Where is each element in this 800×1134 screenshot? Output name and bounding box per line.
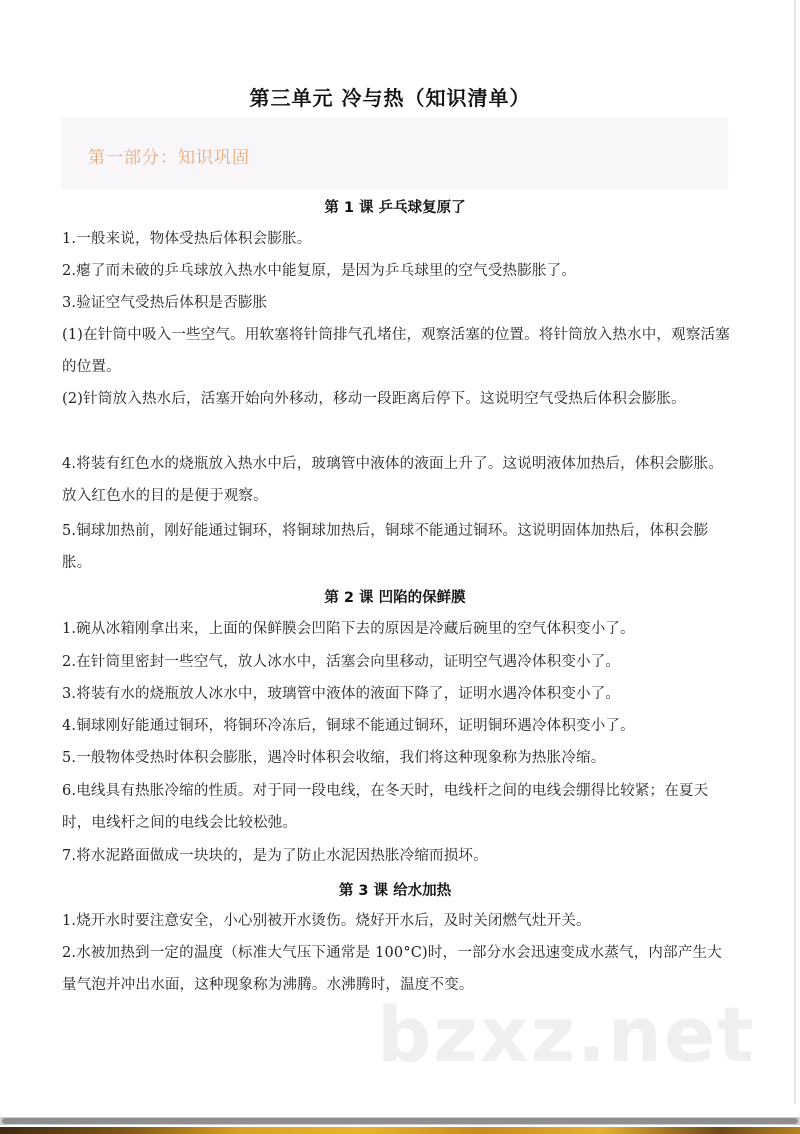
watermark: bzxz.net	[377, 990, 756, 1079]
lesson-1-item-3: 3.验证空气受热后体积是否膨胀	[62, 295, 268, 311]
part-heading: 第一部分：知识巩固	[88, 148, 250, 168]
lesson-2-item-2: 2.在针筒里密封一些空气，放人冰水中，活塞会向里移动，证明空气遇冷体积变小了。	[62, 654, 621, 670]
lesson-1-item-1: 1.一般来说，物体受热后体积会膨胀。	[62, 231, 312, 247]
lesson-2-item-7: 7.将水泥路面做成一块块的，是为了防止水泥因热胀冷缩而损坏。	[62, 848, 488, 864]
horizontal-scrollbar[interactable]	[0, 1117, 800, 1125]
lesson-1-item-4: 4.将装有红色水的烧瓶放入热水中后，玻璃管中液体的液面上升了。这说明液体加热后，体积会膨胀。放入红色水的目的是便于观察。	[62, 456, 724, 504]
lesson-2-item-5: 5.一般物体受热时体积会膨胀，遇冷时体积会收缩，我们将这种现象称为热胀冷缩。	[62, 750, 606, 766]
lesson-2-item-3: 3.将装有水的烧瓶放人冰水中，玻璃管中液体的液面下降了，证明水遇冷体积变小了。	[62, 686, 621, 702]
next-page-preview	[0, 1127, 800, 1134]
lesson-1-item-3-step-1: (1)在针筒中吸入一些空气。用软塞将针筒排气孔堵住，观察活塞的位置。将针筒放入热水中，观察活塞的位置。	[62, 327, 730, 375]
document-title: 第三单元 冷与热（知识清单）	[249, 86, 531, 110]
lesson-2-item-1: 1.碗从冰箱刚拿出来，上面的保鲜膜会凹陷下去的原因是冷藏后碗里的空气体积变小了。	[62, 621, 635, 637]
part-heading-box	[61, 117, 728, 189]
lesson-3-heading: 第 3 课 给水加热	[338, 883, 452, 899]
lesson-3-item-2: 2.水被加热到一定的温度（标准大气压下通常是 100°C)时，一部分水会迅速变成水蒸气，内部产生大量气泡并冲出水面，这种现象称为沸腾。水沸腾时，温度不变。	[62, 945, 722, 993]
lesson-2-heading: 第 2 课 凹陷的保鲜膜	[324, 590, 466, 606]
lesson-1-item-3-step-2: (2)针筒放入热水后，活塞开始向外移动，移动一段距离后停下。这说明空气受热后体积会膨胀。	[62, 391, 686, 407]
lesson-2-item-4: 4.铜球刚好能通过铜环，将铜环冷冻后，铜球不能通过铜环，证明铜环遇冷体积变小了。	[62, 718, 635, 734]
lesson-2-item-6: 6.电线具有热胀冷缩的性质。对于同一段电线，在冬天时，电线杆之间的电线会绷得比较紧；在夏天时，电线杆之间的电线会比较松弛。	[62, 783, 709, 831]
lesson-1-heading: 第 1 课 乒乓球复原了	[324, 200, 466, 216]
lesson-1-item-2: 2.瘪了而未破的乒乓球放入热水中能复原，是因为乒乓球里的空气受热膨胀了。	[62, 263, 577, 279]
lesson-3-item-1: 1.烧开水时要注意安全，小心别被开水烫伤。烧好开水后，及时关闭燃气灶开关。	[62, 913, 591, 929]
lesson-1-item-5: 5.铜球加热前，刚好能通过铜环，将铜球加热后，铜球不能通过铜环。这说明固体加热后，体积会膨胀。	[62, 523, 709, 571]
scrollbar-thumb[interactable]	[2, 1118, 798, 1124]
